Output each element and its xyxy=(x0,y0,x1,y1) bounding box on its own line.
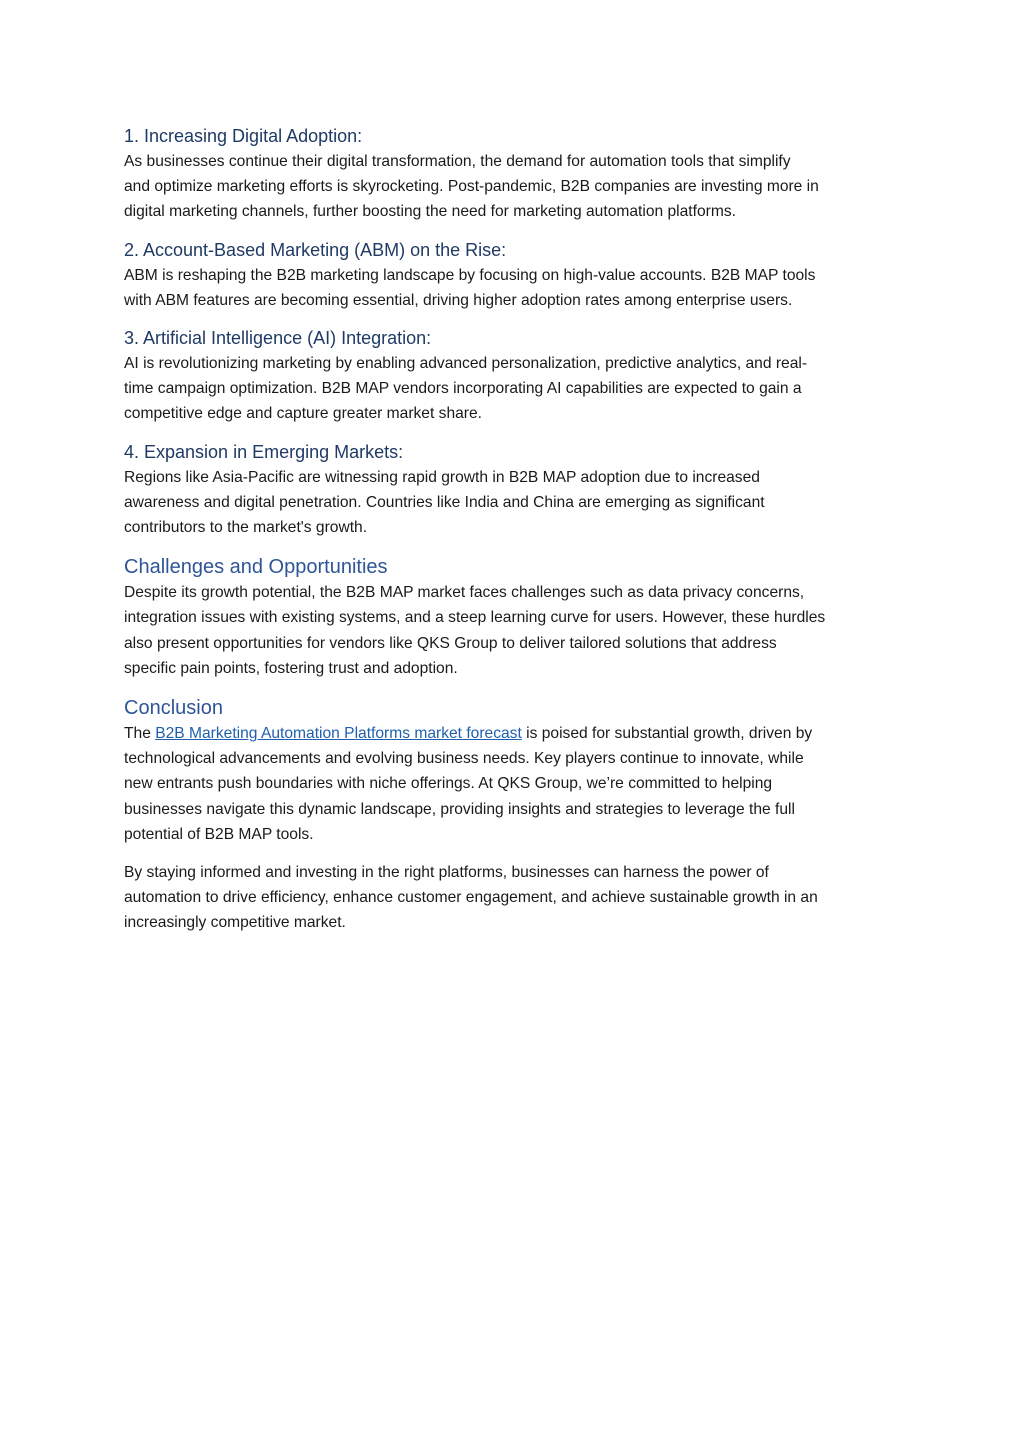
document-body xyxy=(124,124,904,936)
subheading: 4. Expansion in Emerging Markets: xyxy=(124,441,404,462)
paragraph xyxy=(124,465,904,541)
section-challenges xyxy=(124,554,904,681)
paragraph xyxy=(124,721,904,847)
text-line: also present opportunities for vendors like QKS Group to deliver tailored solutions that address xyxy=(124,634,777,652)
paragraph xyxy=(124,263,904,313)
paragraph xyxy=(124,580,904,681)
text-line: integration issues with existing systems, and a steep learning curve for users. However, these hurdles xyxy=(124,609,826,627)
text-line: AI is revolutionizing marketing by enabling advanced personalization, predictive analytics, and real- xyxy=(124,355,808,373)
text-line: time campaign optimization. B2B MAP vendors incorporating AI capabilities are expected to gain a xyxy=(124,380,802,398)
text-line: and optimize marketing efforts is skyrocketing. Post-pandemic, B2B companies are investing more in xyxy=(124,178,819,196)
text-line: As businesses continue their digital transformation, the demand for automation tools that simplify xyxy=(124,153,791,170)
section-emerging-markets xyxy=(124,440,904,541)
text-line: businesses navigate this dynamic landscape, providing insights and strategies to leverage the full xyxy=(124,800,795,818)
subheading: 3. Artificial Intelligence (AI) Integration: xyxy=(124,328,432,349)
text-line: new entrants push boundaries with niche offerings. At QKS Group, we’re committed to helping xyxy=(124,775,773,793)
section-heading: Conclusion xyxy=(124,697,223,720)
text-line: Regions like Asia-Pacific are witnessing rapid growth in B2B MAP adoption due to increased xyxy=(124,468,760,486)
market-forecast-link[interactable]: B2B Marketing Automation Platforms market forecast xyxy=(155,725,522,743)
section-digital-adoption xyxy=(124,124,904,225)
text-line: Despite its growth potential, the B2B MAP market faces challenges such as data privacy concerns, xyxy=(124,584,805,602)
text-fragment: The xyxy=(124,725,156,743)
paragraph xyxy=(124,351,904,427)
section-heading: Challenges and Opportunities xyxy=(124,556,388,579)
section-ai-integration xyxy=(124,326,904,427)
text-line: with ABM features are becoming essential, driving higher adoption rates among enterprise users. xyxy=(124,291,793,309)
text-line: awareness and digital penetration. Countries like India and China are emerging as significant xyxy=(124,493,765,511)
text-line: increasingly competitive market. xyxy=(124,914,346,932)
text-line: technological advancements and evolving business needs. Key players continue to innovate, while xyxy=(124,750,804,768)
text-line: By staying informed and investing in the right platforms, businesses can harness the power of xyxy=(124,864,769,882)
section-conclusion xyxy=(124,695,904,936)
text-line: competitive edge and capture greater market share. xyxy=(124,405,482,423)
subheading: 1. Increasing Digital Adoption: xyxy=(124,126,363,146)
text-line: potential of B2B MAP tools. xyxy=(124,825,314,843)
text-line xyxy=(124,721,904,746)
text-line: specific pain points, fostering trust and adoption. xyxy=(124,659,458,677)
text-line: ABM is reshaping the B2B marketing landscape by focusing on high-value accounts. B2B MAP tools xyxy=(124,266,816,284)
subheading: 2. Account-Based Marketing (ABM) on the Rise: xyxy=(124,239,507,260)
text-fragment: is poised for substantial growth, driven by xyxy=(521,725,813,743)
text-line: automation to drive efficiency, enhance customer engagement, and achieve sustainable growth in an xyxy=(124,889,818,907)
section-abm xyxy=(124,238,904,313)
text-line: contributors to the market's growth. xyxy=(124,519,368,537)
closing-paragraph xyxy=(124,860,904,936)
text-line: digital marketing channels, further boosting the need for marketing automation platforms. xyxy=(124,203,736,221)
paragraph xyxy=(124,149,904,225)
